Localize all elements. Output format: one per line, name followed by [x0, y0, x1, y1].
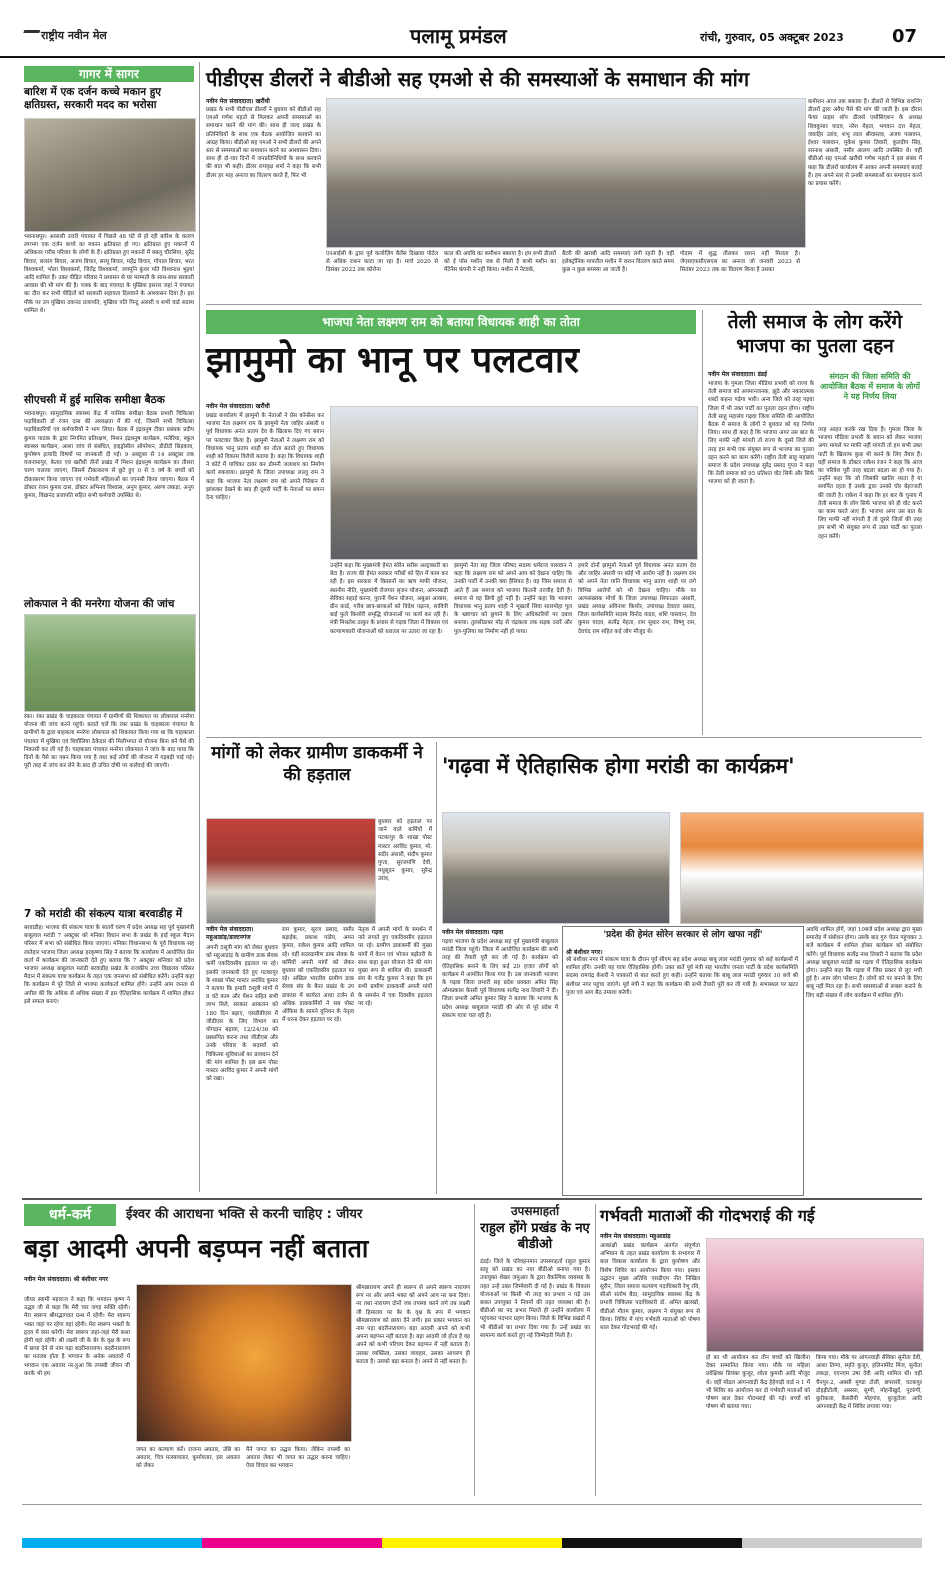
pullquote: संगठन की जिला समिति की आयोजित बैठक में समाज के लोगों ने यह निर्णय लिया — [820, 372, 920, 401]
main-headline: झामुमो का भानू पर पलटवार — [206, 340, 579, 381]
column-divider — [199, 62, 200, 1192]
page-section-title: पलामू प्रमंडल — [410, 24, 507, 48]
kicker: उपसमाहर्ता — [510, 1204, 560, 1218]
column-divider — [702, 310, 703, 735]
story-body: राम कुमार, सूरज प्रसाद, समीर बड़ाईक, प्रकाश पांडेय, अमन कुमार, राकेश कुमार आदि शामिल रहे। वहीं सदरग्रामीण डाक सेवक के कर्मियों अपनी मांगों को लेकर बुधवार को एकदिवसीय हड़ताल पर रहे। अखिल भारतीय ग्रामीण डाक सेवक संघ के बैनर प्रखंड के उप डाकघर में कार्यरत आधा दर्जन से अधिक डाककर्मियों ने सब पोस्ट ऑफिस के सामने यूनियन के नेतृत्व में धरना देकर हड़ताल पर रहे। — [282, 927, 354, 1024]
kicker: ईश्वर की आराधना भक्ति से करनी चाहिए : जीयर — [126, 1207, 363, 1222]
masthead — [0, 0, 945, 58]
byline: नवीन मेल संवाददाता। महुआडांड़/डाल्टनगंज — [206, 926, 254, 941]
section-tag-gagar: गागर में सागर — [24, 66, 194, 82]
inset-byline: श्री बंशीधर नगर। — [566, 949, 603, 956]
story-body: भाजपा के गुमला जिला मीडिया प्रभारी को राज्य के तेली समाज को अपमानजनक, झूठे और नकारात्मक शब्दों कहना पड़ेगा भारी। अन्य जिले को तरह गढ़वा जिला में भी उक्त पार्टी का पुतला दहन होगा। राष्ट्रीय तेली साहू महासंघ गढ़वा जिला समिति की आयोजित बैठक में समाज के लोगों ने बुधवार को यह निर्णय लिया। साथ ही कहा है कि भाजपा अगर उस बात के लिए माफी नहीं मांगती तो राज्य के दूसरे जिले की तरह हम सभी एक संयुक्त रूप से भाजपा का पुतला दहन करने का काम करेंगे। राष्ट्रीय तेली साहू महासंघ समाज के प्रदेश उपाध्यक्ष सुरेंद्र प्रसाद गुप्ता ने कहा कि तेली समाज को 95 प्रतिशत वोट सिर्फ और सिर्फ भाजपा को ही जाता है। — [708, 381, 814, 486]
story-body: प्रखंड कार्यालय में झामुमो के नेताओं ने प्रेस कॉन्फ्रेंस कर भाजपा नेता लक्ष्मण राम के झामुमो नेता जाहिर अंसारी व पूर्व विधायक अनंत प्रताप देव के खिलाफ दिए गए बयान पर पलटवार किया है। झामुमो नेताओं ने लक्ष्मण राम को विधायक भानु प्रताप शाही का तोता बताते हुए विधायक शाही को विकास विरोधी बताया है। कहा कि विधायक शाही ने कोर्ट में याचिका दायर कर डोमनी जलाशय का निर्माण कार्य रुकवाया। झामुमो के जिला उपाध्यक्ष लल्लू राम ने कहा कि भाजपा नेता लक्ष्मण राम को अपने गिरेबान में झांककर देखने के बाद ही दूसरी पार्टी के नेताओं पर बयान देना चाहिए। — [206, 413, 324, 502]
story-body: अवधि शामिल होगें, जहां 10बजे प्रदेश अध्यक्ष द्वारा मुख्य समारोह में संबोधन होगा। उसके बाद गुरु चेतन पहुंचकर 3 बजे कार्यक्रम में शामिल होकर कार्यक्रम को संबोधित करेंगे। पूर्व विधायक सत्येंद्र नाथ तिवारी ने बताया कि प्रदेश अध्यक्ष बाबूलाल मरांडी का गढ़वा में ऐतिहासिक कार्यक्रम होगा। उन्होंने कहा कि गढ़वा में जिस प्रकार से लूट मची हुई है। आम लोग परेशान हैं। लोगों को पर बनाने के लिए बाबू नहीं मिल रहा है। सभी समस्याओं से रूबरू कराने के लिए बड़ी संख्या में लोग कार्यक्रम में शामिल होंगे। — [806, 927, 922, 999]
story-headline: लोकपाल ने की मनरेगा योजना की जांच — [24, 598, 175, 610]
story-photo — [136, 1284, 352, 1442]
story-photo — [24, 118, 196, 232]
story-body: उन्होंने कहा कि मुख्यमंत्री हेमंत सोरेन सरीस अल्ट्राकारी का बेटा है। राज्य की हेमंत सरकार गरीबों को हित में काम कर रही है। इस सरकार में किसानों का ऋण माफी योजना, स्थानीय नीति, मुख्यमंत्री रोजगार सृजन योजना, आंगनबाड़ी सेविका सहाई करना, पुरानी पेंशन योजना, अबुआ आवास, ग्रीन कार्ड, गरीब छात्र-छात्राओं को विदेश पढ़ाना, सावित्री बाई फुले किशोरी समृद्धि योजनाओं पर कार्य कर रही है। मंत्री मिथलेश ठाकुर के प्रयास से गढ़वा जिला में विकास एवं कल्याणकारी योजनाओं को धरातल पर उतारा जा रहा है। — [330, 563, 448, 635]
story-photo — [206, 818, 376, 924]
color-registration-bar — [22, 1538, 922, 1548]
byline: नवीन मेल संवाददाता। गढ़वा — [442, 929, 504, 936]
story-headline: मांगों को लेकर ग्रामीण डाककर्मी ने की हड़ताल — [211, 743, 423, 785]
story-body: मैने जगत का उद्धार किया। लेकिन तपस्वी का अवतार लेकर भी जगत का उद्धार करना चाहिए। ऐसा विचार कर भगवान — [246, 1447, 350, 1470]
story-headline: 'गढ़वा में ऐतिहासिक होगा मरांडी का कार्यक्रम' — [442, 754, 795, 778]
byline: नवीन मेल संवाददाता। महुआडांड़ — [600, 1233, 671, 1240]
section-divider — [22, 1198, 922, 1200]
section-divider — [206, 737, 922, 738]
story-body: जगत का कल्याण करें। राजन्य अवतार, उंछि का अवतार, चित्र मत्स्यावतार, कुर्मावतार, इस अवतार को लेकर — [136, 1447, 240, 1470]
story-body: नेतृत्व में अपनी मांगों के समर्थन में नारे लगाते हुए एकदिवसीय हड़ताल पर रहे। ग्रामीण डाककर्मी की मुख्य मांगों में वेतन एवं भोजन बढ़ोतरी के साथ कहा हुआ योजना देने की मांग मुख्य रूप से शामिल थी। डाककर्मी संघ के गर्जेद्र कुमार ने कहा कि हम सभी ग्रामीण डाककर्मी अपनी मांगों के समर्थन में एक दिवसीय हड़ताल पर रहे। — [358, 927, 432, 1007]
story-body: कमीशन आज तक बकाया है। डीलरों से विभिन्न राशनिंग डीलरों द्वारा अवैध पैसे की मांग की जाती है। इस दौरान फेयर प्राइस शॉप डीलर्स एसोसिएशन के अध्यक्ष शिवकुमार यादव, नरेश मेहता, भगवान दत्त मेहता, जवाहिर उरांव, शंभू लाल श्रीवास्तव, अजय पासवान, ईश्वर पासवान, मुकेश कुमार तिवारी, कुलदीप सिंह, रसनाथ अंसारी, नसीर आलम आदि उपस्थित थे। वहीं बीडीओ सह एमओ खरौंधी गणेश महतो ने इस संबंध में कहा कि डीलरों कार्यालय में आकर अपनी समस्याएं बताई हैं। हम अपने स्तर से उनकी समस्याओं का समाधान करने का प्रयास करेंगे। — [808, 99, 922, 188]
story-photo — [706, 1238, 924, 1352]
story-body: श्रीमन्नारायण अपने ही स्वरूप से अपने स्वरूप नारायण रूप नर और अपने भक्त को अपने आप नर बना दिया। नर तथा नारायण दोनों जब तपस्या करने लगे तब लक्ष्मी जी हिमालय पर बेर के वृक्ष के रूप में भगवान श्रीमन्नारायण को छाया देने लगी। इस प्रकार भगवान का नाम पड़ा बदरीनारायण। बड़ा आदमी अपने को कभी अपना बड़प्पन नहीं बताता है। बड़ा आदमी जो होता है वह अपने को कभी परिचय देकर बड़प्पन में नहीं बताता है। उसका व्यक्तित्व, उसका व्यवहार, उसका आचरण ही बताता है। उसको बड़ा बनाता है। अपने से नहीं बनता है। — [356, 1285, 470, 1365]
column-divider — [595, 1204, 596, 1496]
inset-body: श्री बंशीधर नगर में संकल्प यात्रा के दौरान पूर्व सीएम सह प्रदेश अध्यक्ष बाबू लाल मरांडी गुरुवार को कई कार्यक्रमों में शामिल होंगे। उनकी यह यात्रा ऐतिहासिक होगी। उक्त बातें पूर्व मंत्री सह भारतीय जनता पार्टी के प्रदेश कार्यसमिति सदस्य रामचंद्र केशरी ने पत्रकारों से बात करते हुए कही। उन्होंने बताया कि बाबू लाल मरांडी गुरुवार 10 बजे श्री बंशीधर नगर पहुंचा जाएंगे। पूर्व मंत्री ने कहा कि कार्यक्रम की सभी तैयारी पूरी कर ली गयी है। सभास्थल पर खटर पूजा एवं आग बैठ तमाशा करेगी। — [566, 957, 798, 996]
story-body: अपनी 5सूत्री मांग को लेकर बुधवार को महुआडांड़ के ग्रामीण डाक सेवक कर्मी एकदिवसीय हड़ताल पर रहे। इसकी जानकारी देते हुए पटकापुर के शाखा पोस्ट मास्टर अरविंद कुमार ने बताया कि हमारी 5सूत्री मांगों में 8 घंटे काम और पेंशन सहित सभी लाभ मिले, सरकार आकलन को 180 दिन बढ़ाए, एसडीबीएस में जीडीएस के लिए विभाग का योगदान बढ़ाया, 12/24/36 को प्रस्थापित करना तथा जीडीएस और उनके परिवार के सदस्यों को चिकित्सा सुविधाओं का प्रावधान देने की मांग शामिल है। इस क्रम पोस्ट मास्टर अरविंद कुमार ने अपनी मांगों को रखा। — [206, 945, 278, 1083]
column-divider — [436, 742, 437, 1194]
photo-caption: बैटरी की खराबी आदि समस्याएं लगी रहती हैं। वहीं इलेक्ट्रॉनिक मापतौल मशीन में राशन वितरण करते समय कुछ न कुछ समस्या आ जाती है। — [562, 251, 674, 274]
byline: नवीन मेल संवाददाता। खरौंधी — [206, 403, 270, 410]
story-body: रंका। रंका प्रखंड के चाहकाला पंचायत में ग्रामीणों की शिकायत पर लोकपाल मनरेगा योजना की जांच करने पहुंचे। बताते चलें कि रंका प्रखंड के चाहकाला पंचायत के ग्रामीणों के द्वारा बाहकला मनरेगा लोकपाल को शिकायत किया गया था कि चाहकाला पंचायत में मुखिया एवं बिचौलिया ठेकेदार की मिलीभगत से योजना बिना बने पैसे की निकासी कर ली गई है। चाहकाला पंचायत मनरेगा लोकपाल ने जांच के बाद पाया कि दिनों के पैसे का गबन किया गया है तथा कई लोगों की योजना में गड़बड़ी पाई गई। पूरी तरह से जांच कर लेने के बाद ही उचित दोषी पर कार्रवाई की जाएगी। — [24, 714, 194, 770]
story-body: डंडई। जिले के परिवहनमान उपसमाहर्ता राहुल कुमार साहू को प्रखंड का नया बीडीओ बनाया गया है। उपायुक्त शेखर जमुआर के द्वारा वैकल्पिक व्यवस्था के तहत उन्हें उक्त जिम्मेवारी दी गई है। प्रखंड के विकास योजनाओं पर किसी भी तरह का प्रभाव न पड़े उस बाबत उपायुक्त ने नियमों की तहत व्यवस्था की है। बीडीओ का पद प्रभार मिलते ही उन्होंने कार्यालय में पहुंचकर पदभार ग्रहण किया। जिले के विभिन्न प्रखंडों में भी बीडीओ का प्रभार दिया गया है। उन्हें प्रखंड का सामान्य कार्य करते हुए नई जिम्मेदारी मिली है। — [480, 1259, 590, 1339]
story-body: किया गया। मौके पर आंगनवाड़ी सेविका सुनीता देवी, आशा तिग्गा, स्मृति कुजूर, हलिनामेरेट मिंज, सुनीता लकड़ा, एएनएम उषा देवी आदि शामिल थीं। वहीं चैनपुर-2, अक्सी मुण्डा टोली, छपरासी, चटकपुर डोहड़ीटोली, अस्सरा, सुग्गी, मोहनीखुर्द, पुटरुंगी, कुरीकला, केसरीपी मोहगांव, कुजूटोला आदि आंगनवाड़ी केंद्र में शिविर लगाया गया। — [816, 1355, 922, 1411]
story-body: झामुमो नेता सह जिला परिषद सदस्य धर्मराज पासवान ने कहा कि लक्ष्मण राम को अपने आप को देखना चाहिए कि उनकी पार्टी में उनकी क्या हैसियत है। वह जिस समाज से आते हैं उस समाज को भाजपा कितनी तरजीह देती है। समाज से वह छिपी हुई नहीं है। उन्होंने कहा कि भाजपा विधायक भानु प्रताप शाही ने भूखलों सिवा सालमोहा पुल के भ्रष्टाचार को छुपाने के लिए अधिकारियों पर दबाव बनाया। तुलसीडाबर मोड़ से चंद्रकला तक सड़क दरारें और पुल-पुलिया का निर्माण नहीं हो पाया। — [454, 563, 572, 635]
story-body: गढ़वा भाजपा के प्रदेश अध्यक्ष सह पूर्व मुख्यमंत्री बाबूलाल मरांडी जिला पहुंचे। जिला में आयोजित कार्यक्रम की सभी तरह की तैयारी पूरी कर ली गई है। कार्यक्रम को ऐतिहासिक बनाने के लिए कई 20 हजार लोगों को कार्यक्रम में आमंत्रित किया गया है। उस जानकारी भाजपा के गढ़वा जिला प्रभारी सह प्रदेश प्रवक्ता अमित सिंह ओमप्रकाश केसरी पूर्व विधायक सत्येंद्र नाथ तिवारी ने दी। जिला प्रभारी अमित कुमार सिंह ने बताया कि भाजपा के प्रदेश अध्यक्ष बाबूलाल मरांडी की ओर से पूरे प्रदेश में संकल्प यात्रा चल रही है। — [442, 939, 558, 1019]
story-headline: 7 को मरांडी की संकल्प यात्रा बरवाडीह में — [24, 908, 183, 920]
story-headline: सीएचसी में हुई मासिक समीक्षा बैठक — [24, 394, 165, 406]
inset-headline: 'प्रदेश की हेमंत सोरेन सरकार से लोग खफा नहीं' — [603, 930, 763, 940]
photo-caption: गोदाम में शुद्ध तौलकर राशन नहीं मिलता है। जेएसएफसीएसएस का अनाज जो जनवरी 2023 से सितंबर 2023 तक का वितरण किया है उसका — [680, 251, 800, 274]
story-headline: राहुल होंगे प्रखंड के नए बीडीओ — [480, 1221, 590, 1252]
story-body: प्रखंड के सभी पीडीएस डीलरों ने बुधवार को बीडीओ सह एमओ गणेश महतो से मिलकर अपनी समस्याओं का समाधान करने की मांग की। साथ ही जल्द प्रखंड के प्रतिनिधियों के साथ एक बैठक आयोजित करवाने का आग्रह किया। बीडीओ सह एमओ ने सभी डीलरों की अपने स्तर से समस्याओं का समाधान करने का आश्वासन दिया। साथ ही दो-चार दिनों में जनप्रतिनिधियों के साथ करवाने की बात भी कही। डीलर रामवृक्ष शर्मा ने कहा कि सभी डीलर हर माह अनाज का वितरण करते हैं, फिर भी — [206, 107, 321, 179]
photo-caption: एनआईसी के द्वारा पूर्व कलोज़िंग बैलेंस दिखावा पोर्टल से अधिक राशन काटा जा रहा है। मार्च 2020 से दिसंबर 2022 तक कोरोना — [326, 251, 438, 274]
footer-rule — [22, 1504, 922, 1505]
photo-caption: काल की अवधि का कमीशन बकाया है। हम सभी डीलरों को ई पॉस मशीन जब से मिली है कभी मशीन का मेंटेनेंस कंपनी ने नहीं किया। मशीन में नेटवर्क, — [444, 251, 556, 274]
story-body: हो का भी आयोजन कर तीन बच्चों को खिलौना देकर सम्मानित किया गया। मौके पर महिला प्रवेक्षिका प्रियंका कुजूर, श्वेता कुमारी आदि मौजूद थे। वहीं मॉडल आंगनवाड़ी केंद्र हेहेगाड़ी वार्ड न 1 में भी शिविर का आयोजन कर दो गर्भवती माताओं को पोषण थाल देकर गोदभराई की गई। बच्चों को पोषण भी बताया गया। — [706, 1355, 810, 1411]
story-photo — [442, 812, 670, 924]
story-body: भवनाथपुर। अरसली उत्तरी पंचायत में पिछले 48 घंटे से हो रही बारिश के कारण लगभग एक दर्जन कच्चे का मकान क्षतिग्रस्त हो गए। क्षतिग्रस्त हुए मकानों में अधिकतर गरीब परिवार के लोगों के हैं। क्षतिग्रस्त हुए मकानों में बबलू चौरसिया, सुरेंद्र बिचार, बजरंग बिचार, अजय बिचार, सरयू बिचार, महेंद्र बिचार, गोपाल बिचार, भरत विश्वकर्मा, भोला विश्वकर्मा, जितेंद्र विश्वकर्मा, जयमुनि कुंवर पति विश्वनाथ भुइयां आदि शामिल हैं। उक्त पीड़ित परिवार ने प्रशासन से घर मरम्मती के साथ-साथ सरकारी आवास की भी मांग की है। पत्रक के बाद पंचायत के मुखिया इसरार जहां ने पंचायत का दौरा कर सभी पीड़ितों को सरकारी सहायता दिलवाने के आश्वासन दिया है। इस मौके पर उप मुखिया दयानंद प्रजापति, मुखिया पति पिन्टू अंसारी व सभी वार्ड सदस्य शामिल थे। — [24, 234, 194, 314]
story-body: तरह आहत करके रख दिया है। गुमला जिला के भाजपा मीडिया प्रभारी के बयान को लेकर भाजपा अगर मामले पर माफी नहीं मांगती तो हम सभी उक्त पार्टी के खिलाफ कुछ भी करने के लिए तैयार हैं। वहीं समाज के डॉक्टर राकेश रंजन ने कहा कि आज का परिवेश पूरी तरह बदला बदला सा हो गया है। उन्होंने कहा कि जो जिसकी खातिर मरता है या समर्पित रहता है उसके द्वारा उनको घोर बेइज्जती की जाती है। राकेश ने कहा कि हर बार के चुनाव में तेली समाज के लोग सिर्फ भाजपा को ही वोट करने का काम करते आए हैं। भाजपा अगर उस बात के लिए माफी नहीं मांगती है तो दूसरे जिलों की तरह हम सभी भी संयुक्त रूप से उक्त पार्टी का पुतला दहन करेंगे। — [818, 427, 922, 540]
story-photo — [680, 812, 924, 924]
story-headline: गर्भवती माताओं की गोदभराई की गई — [600, 1206, 815, 1225]
story-body: बरवाडीह। भाजपा की संकल्प यात्रा के सातवें चरण में प्रदेश अध्यक्ष सह पूर्व मुख्यमंत्री बाबूलाल मरांडी 7 अक्टूबर को मनिका विधान सभा के प्रखंड के हाई स्कूल मैदान परिसर में सभा को संबोधित किया जाएगा। मनिका विधानसभा के पूर्व विधायक सह लातेहार भाजपा जिला अध्यक्ष हरकृष्णा सिंह ने बताया कि कार्यालय में आयोजित प्रेस वार्ता में कार्यक्रम की जानकारी देते हुए बताया कि 7 अक्टूबर शनिवार को प्रदेश भाजपा अध्यक्ष बाबूलाल मरांडी बरवाडीह प्रखंड के राजकीय उच्च विद्यालय परिसर मैदान में संकल्प यात्रा कार्यक्रम के तहत एक जनसभा को संबोधित करेंगे। उन्होंने कहा कि कार्यक्रम में पूरे जिले से भाजपा कार्यकर्ता शामिल होंगे। उन्होंने आम जनता से अपील की कि अधिक से अधिक संख्या में इस ऐतिहासिक कार्यक्रम में शामिल होकर इसे सफल बनाएं। — [24, 925, 194, 1005]
story-photo — [24, 614, 196, 712]
story-body: आकांक्षी प्रखंड कार्यक्रम अंतर्गत संपूर्णता अभियान के तहत प्रखंड कार्यालय के सभागार में बाल विकास कार्यालय के द्वारा कुपोषण और विशेष शिविर का आयोजन किया गया। इसका उद्घाटन मुख्य अतिथि एसडीएम नीत निखिल सुरीन, जिला समाज कल्याण पदाधिकारी रेणु रवि, सीओ संतोष बैठा, सामुदायिक स्वास्थ्य केंद्र के प्रभारी चिकित्सा पदाधिकारी डॉ. अमित खलखो, वीडीओ गौतम कुमार, लक्ष्मण ने संयुक्त रूप से किया। शिविर में पांच गर्भवती माताओं को पोषण थाल देकर गोदभराई की गई। — [600, 1243, 700, 1332]
byline: नवीन मेल संवाददाता। खरौंधी — [206, 98, 270, 105]
lead-headline: पीडीएस डीलरों ने बीडीओ सह एमओ से की समस्याओं के समाधान की मांग — [206, 67, 750, 91]
story-body: बुधवार को हड़ताल पर जाने वाले कर्मियों में पटकापुर के शाखा पोस्ट मास्टर अरविंद कुमार, मो. सदीर अंसारी, संदीप कुमार गुप्ता, सुरजमणि देवी, मधुसूदन कुमार, सुरेन्द्र उरांव, — [378, 819, 432, 883]
story-body: हमारे दोनों झामुमो नेताओं पूर्व विधायक अनंत प्रताप देव और जाहिर अंसारी पर कोई भी आरोप नहीं है। लक्ष्मण राम को अपने नेता यानि विधायक भानु प्रताप शाही पर लगे विभिन्न आरोपों को भी देखना चाहिए। मौके पर अल्पसंख्यक मोर्चा के जिला उपाध्यक्ष शिफाउल अंसारी, प्रखंड अध्यक्ष अविनाश किशोर, उपाध्यक्ष देवदत्त प्रसाद, जिला कार्यसमिति सदस्य विनोद यादव, शशि पासवान, देव कुमार यादव, सत्येंद्र मेहता, राम सुधार राम, विष्णु राम, देवचंद राम सहित कई लोग मौजूद थे। — [578, 563, 696, 635]
story-body: भवनाथपुर। सामुदायिक स्वास्थ्य केंद्र में मासिक समीक्षा बैठक प्रभारी चिकित्सा पदाधिकारी डॉ रंजन दास की अध्यक्षता में की गई, जिसमें सभी चिकित्सा पदाधिकारियों एवं कर्मचारियों ने भाग लिया। बैठक में इंद्रधनुष टीका प्रबंधक प्रदीप कुमार पाठक के द्वारा निगमित प्रतिरक्षण, मिशन इंद्रधनुष कार्यक्रम, मलेरिया, स्कूल स्वास्थ्य कार्यक्रम, आशा जांच से संबंधित, हाइड्रोसील ऑपरेशन, डीडीटी छिड़काव, कुपोषण इत्यादि विषयों पर जानकारी दी गई। 9 अक्टूबर से 14 अक्टूबर तक वजनामापुर, केतार एवं खरौंधी तीनों प्रखंड में मिशन इंद्रधनुष कार्यक्रम का तीसरा चरण चलाया जाएगा, जिसमें टीकाकरण से छूटे हुए 0 से 5 वर्ष के बच्चों को टीकाकरण किया जाएगा एवं गर्भवती महिलाओं का एएनसी किया जाएगा। बैठक में डॉक्टर रंजन कुमार दास, डॉक्टर अभिनव विश्वास, अनुप कुमार, अरुण लकड़ा, अनूप कुमार, विद्यानंद प्रजापति सहित सभी कर्मचारी उपस्थित थे। — [24, 411, 194, 500]
column-divider — [474, 1204, 475, 1496]
newspaper-logo: राष्ट्रीय नवीन मेल — [22, 28, 107, 43]
lead-photo — [326, 98, 806, 248]
story-photo — [330, 406, 698, 560]
section-divider — [206, 304, 922, 305]
kicker-banner: भाजपा नेता लक्ष्मण राम को बताया विधायक शाही का तोता — [206, 310, 696, 334]
story-body: जीयर स्वामी महाराज ने कहा कि भगवान कृष्ण ने उद्धव जी से कहा कि मेरी चार जगह सक्ति रहेगी। मेरा स्वरूप श्रीमद्भागवत ग्रन्थ में रहेगी। मेरा स्वरूप भक्त जहां पर रहेगा वहां रहेगी। मेरा स्वरूप भक्तों के हृदय में वास करेगी। मेरा स्वरूप जहां-जहां मेरी कथा होगी वहां रहेगी। श्री लक्ष्मी जी के बेर के वृक्ष के रूप में छाया देने से नाम पड़ा बदरीनारायण। बदरीनारायण का मतलब होता है भगवान के अनेक अवतारों में भगवान एक अवतार नर-हुआ कि तपस्वी जीवन जी करके भी हम — [24, 1297, 130, 1377]
story-headline: बारिश में एक दर्जन कच्चे मकान हुए क्षतिग्रस्त, सरकारी मदद का भरोसा — [24, 86, 162, 111]
byline: नवीन मेल संवाददाता। श्री बंशीधर नगर — [24, 1276, 108, 1283]
dateline: रांची, गुरुवार, 05 अक्टूबर 2023 — [700, 31, 844, 44]
bird-logo-icon — [20, 30, 41, 43]
section-tag-dharm: धर्म-कर्म — [24, 1204, 116, 1226]
main-headline: बड़ा आदमी अपनी बड़प्पन नहीं बताता — [24, 1234, 369, 1263]
page-number: 07 — [892, 26, 918, 47]
story-headline: तेली समाज के लोग करेंगे भाजपा का पुतला दहन — [727, 311, 903, 357]
byline: नवीन मेल संवाददाता। डंडई — [708, 371, 767, 378]
